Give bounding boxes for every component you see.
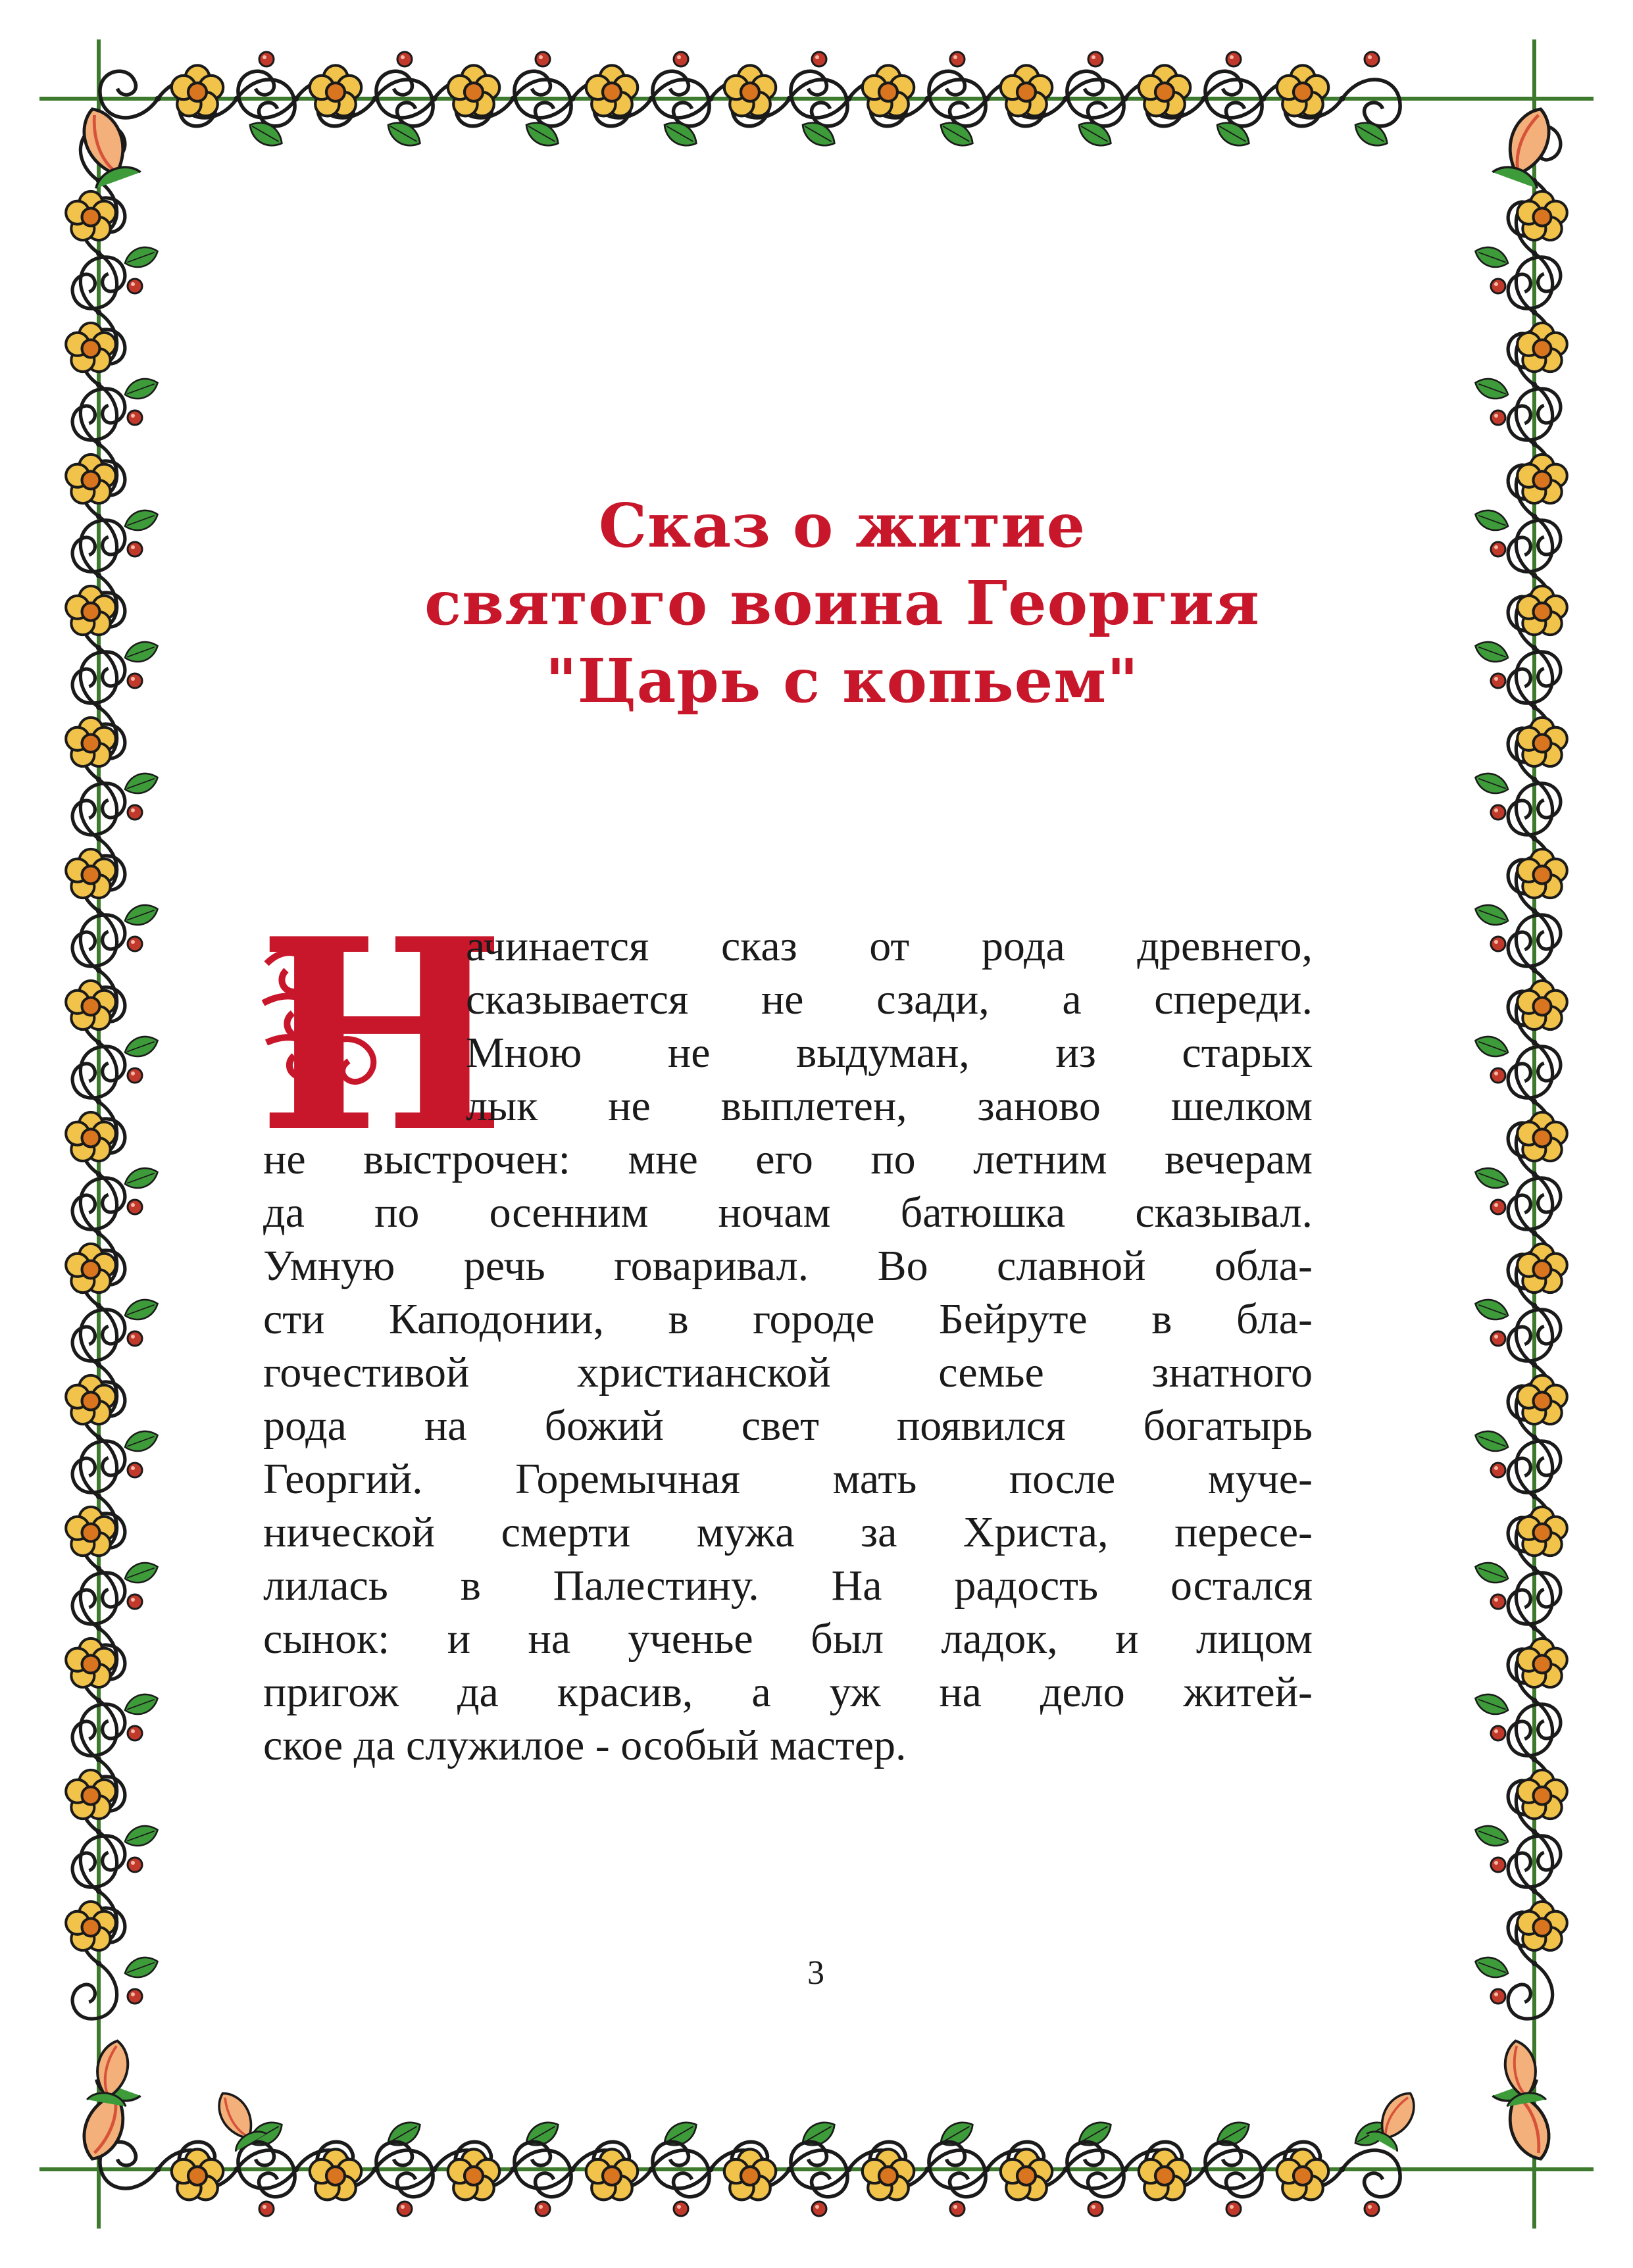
text-line: сынок: и на ученье был ладок, и лицом [263,1615,1313,1663]
story-paragraph-body [263,1133,1313,1772]
text-line: ачинается сказ от рода древнего, [466,922,1313,970]
text-line: да по осенним ночам батюшка сказывал. [263,1189,1313,1237]
text-line: нической смерти мужа за Христа, пересе- [263,1508,1313,1556]
text-line: гочестивой христианской семье знатного [263,1348,1313,1396]
text-line: пригож да красив, а уж на дело житей- [263,1668,1313,1716]
story-title [303,487,1382,720]
title-line-2: святого воина Георгия [424,568,1260,639]
text-line: не выстрочен: мне его по летним вечерам [263,1135,1313,1183]
text-line: рода на божий свет появился богатырь [263,1402,1313,1450]
text-line: Мною не выдуман, из старых [466,1029,1313,1077]
text-line: лилась в Палестину. На радость остался [263,1562,1313,1610]
text-line: ское да служилое - особый мастер. [263,1721,907,1769]
drop-cap-ornament [253,878,506,1191]
text-line: лык не выплетен, заново шелком [466,1082,1313,1130]
page-number: 3 [807,1954,824,1992]
title-line-3: "Царь с копьем" [545,645,1140,716]
text-line: сти Каподонии, в городе Бейруте в бла- [263,1295,1313,1343]
text-line: Георгий. Горемычная мать после муче- [263,1455,1313,1503]
drop-cap-letter: Н [257,881,506,1191]
story-paragraph-opening [466,920,1313,1133]
text-line: Умную речь говаривал. Во славной обла- [263,1242,1313,1290]
title-line-1: Сказ о житие [598,490,1086,561]
text-line: сказывается не сзади, а спереди. [466,975,1313,1023]
